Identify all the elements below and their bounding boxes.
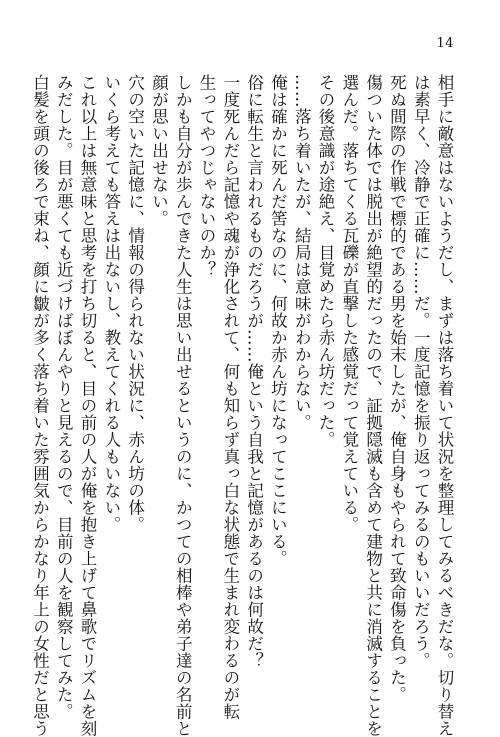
text-line: 傷ついた体では脱出が絶望的だったので、証拠隠滅も含めて建物と共に消滅することを xyxy=(363,74,383,737)
text-line: 一度死んだら記憶や魂が浄化されて、何も知らず真っ白な状態で生まれ変わるのが転 xyxy=(220,74,240,720)
text-line: は素早く、冷静で正確に……だ。一度記憶を振り返ってみるのもいいだろう。 xyxy=(411,74,431,669)
text-line: 死ぬ間際の作戦で標的である男を始末したが、俺自身もやられて致命傷を負った。 xyxy=(387,74,407,703)
text-line: しかも自分が歩んできた人生は思い出せるというのに、かつての相棒や弟子達の名前と xyxy=(173,74,193,737)
text-line: 白髪を頭の後ろで束ね、顔に皺が多く落ち着いた雰囲気からかなり年上の女性だと思う xyxy=(30,74,50,737)
text-line: 俺は確かに死んだ筈なのに、何故か赤ん坊になってここにいる。 xyxy=(268,74,288,567)
vertical-text-block xyxy=(30,74,456,737)
text-line: いくら考えても答えは出ないし、教えてくれる人もいない。 xyxy=(101,74,121,533)
text-line: これ以上は無意味と思考を打ち切ると、目の前の人が俺を抱き上げて鼻歌でリズムを刻 xyxy=(78,74,98,737)
text-line: 相手に敵意はないようだし、まずは落ち着いて状況を整理してみるべきだな。切り替え xyxy=(435,74,454,737)
page-number: 14 xyxy=(436,36,454,51)
text-line: 選んだ。落ちてくる瓦礫が直撃した感覚だって覚えている。 xyxy=(339,74,359,533)
text-line: 生ってやつじゃないのか？ xyxy=(197,74,217,278)
text-line: その後意識が途絶え、目覚めたら赤ん坊だった。 xyxy=(316,74,336,448)
text-line: 俗に転生と言われるものだろうが……俺という自我と記憶があるのは何故だ？ xyxy=(244,74,264,669)
text-line: ……落ち着いたが、結局は意味がわからない。 xyxy=(292,74,312,431)
text-line: 顔が思い出せない。 xyxy=(149,74,169,227)
text-line: 穴の空いた記憶に、情報の得られない状況に、赤ん坊の体。 xyxy=(125,74,145,533)
text-line: みだした。目が悪くても近づけばぼんやりと見えるので、目前の人を観察してみた。 xyxy=(54,74,74,720)
